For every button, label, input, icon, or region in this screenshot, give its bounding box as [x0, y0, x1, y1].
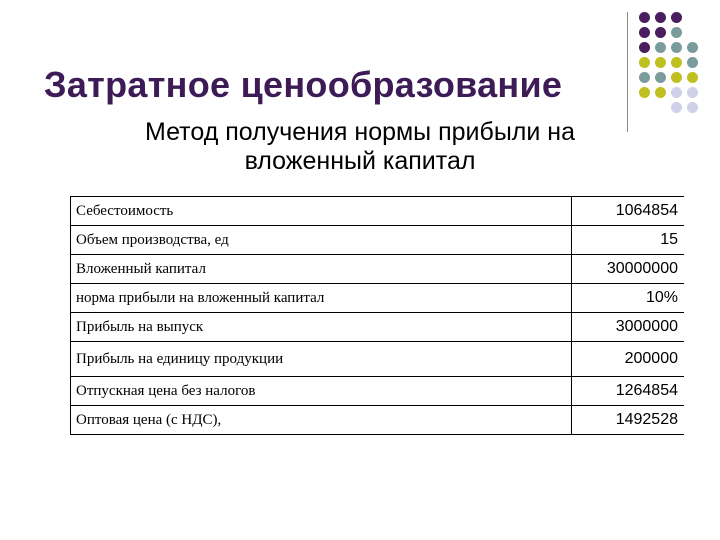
decorative-dot	[639, 87, 650, 98]
decorative-dot	[639, 72, 650, 83]
row-value: 30000000	[572, 255, 685, 284]
row-value: 200000	[572, 342, 685, 377]
subtitle-line-1: Метод получения нормы прибыли на	[144, 118, 576, 146]
row-label: Прибыль на единицу продукции	[71, 342, 572, 377]
row-label: Оптовая цена (с НДС),	[71, 406, 572, 435]
decorative-dot	[687, 72, 698, 83]
row-value: 1492528	[572, 406, 685, 435]
row-label: норма прибыли на вложенный капитал	[71, 284, 572, 313]
table-row	[71, 226, 685, 255]
slide-subtitle	[100, 118, 620, 176]
divider-line	[627, 12, 628, 132]
decorative-dot	[687, 102, 698, 113]
table-row	[71, 342, 685, 377]
row-value: 1264854	[572, 377, 685, 406]
decorative-dot	[671, 27, 682, 38]
decorative-dot	[639, 27, 650, 38]
decorative-dot	[655, 87, 666, 98]
decorative-dot	[639, 42, 650, 53]
row-value: 3000000	[572, 313, 685, 342]
slide-title: Затратное ценообразование	[44, 64, 563, 105]
row-value: 10%	[572, 284, 685, 313]
row-value: 1064854	[572, 197, 685, 226]
table-row	[71, 406, 685, 435]
row-label: Вложенный капитал	[71, 255, 572, 284]
decorative-dot	[655, 42, 666, 53]
table-row	[71, 313, 685, 342]
table-row	[71, 255, 685, 284]
calculation-table	[70, 196, 684, 435]
table-row	[71, 377, 685, 406]
row-label: Объем производства, ед	[71, 226, 572, 255]
decorative-dot	[655, 57, 666, 68]
decorative-dot	[687, 87, 698, 98]
subtitle-line-2: вложенный капитал	[244, 147, 476, 175]
decorative-dot	[671, 102, 682, 113]
decorative-dot	[655, 72, 666, 83]
decorative-dot	[639, 12, 650, 23]
decorative-dot	[671, 12, 682, 23]
row-label: Себестоимость	[71, 197, 572, 226]
decorative-dot	[639, 57, 650, 68]
decorative-dot	[671, 42, 682, 53]
decorative-dot	[655, 27, 666, 38]
decorative-dot	[687, 42, 698, 53]
decorative-dot	[671, 57, 682, 68]
row-label: Прибыль на выпуск	[71, 313, 572, 342]
row-value: 15	[572, 226, 685, 255]
decorative-dot	[671, 87, 682, 98]
table-row	[71, 197, 685, 226]
table-row	[71, 284, 685, 313]
row-label: Отпускная цена без налогов	[71, 377, 572, 406]
decorative-dot	[671, 72, 682, 83]
decorative-dot	[655, 12, 666, 23]
decorative-dot	[687, 57, 698, 68]
